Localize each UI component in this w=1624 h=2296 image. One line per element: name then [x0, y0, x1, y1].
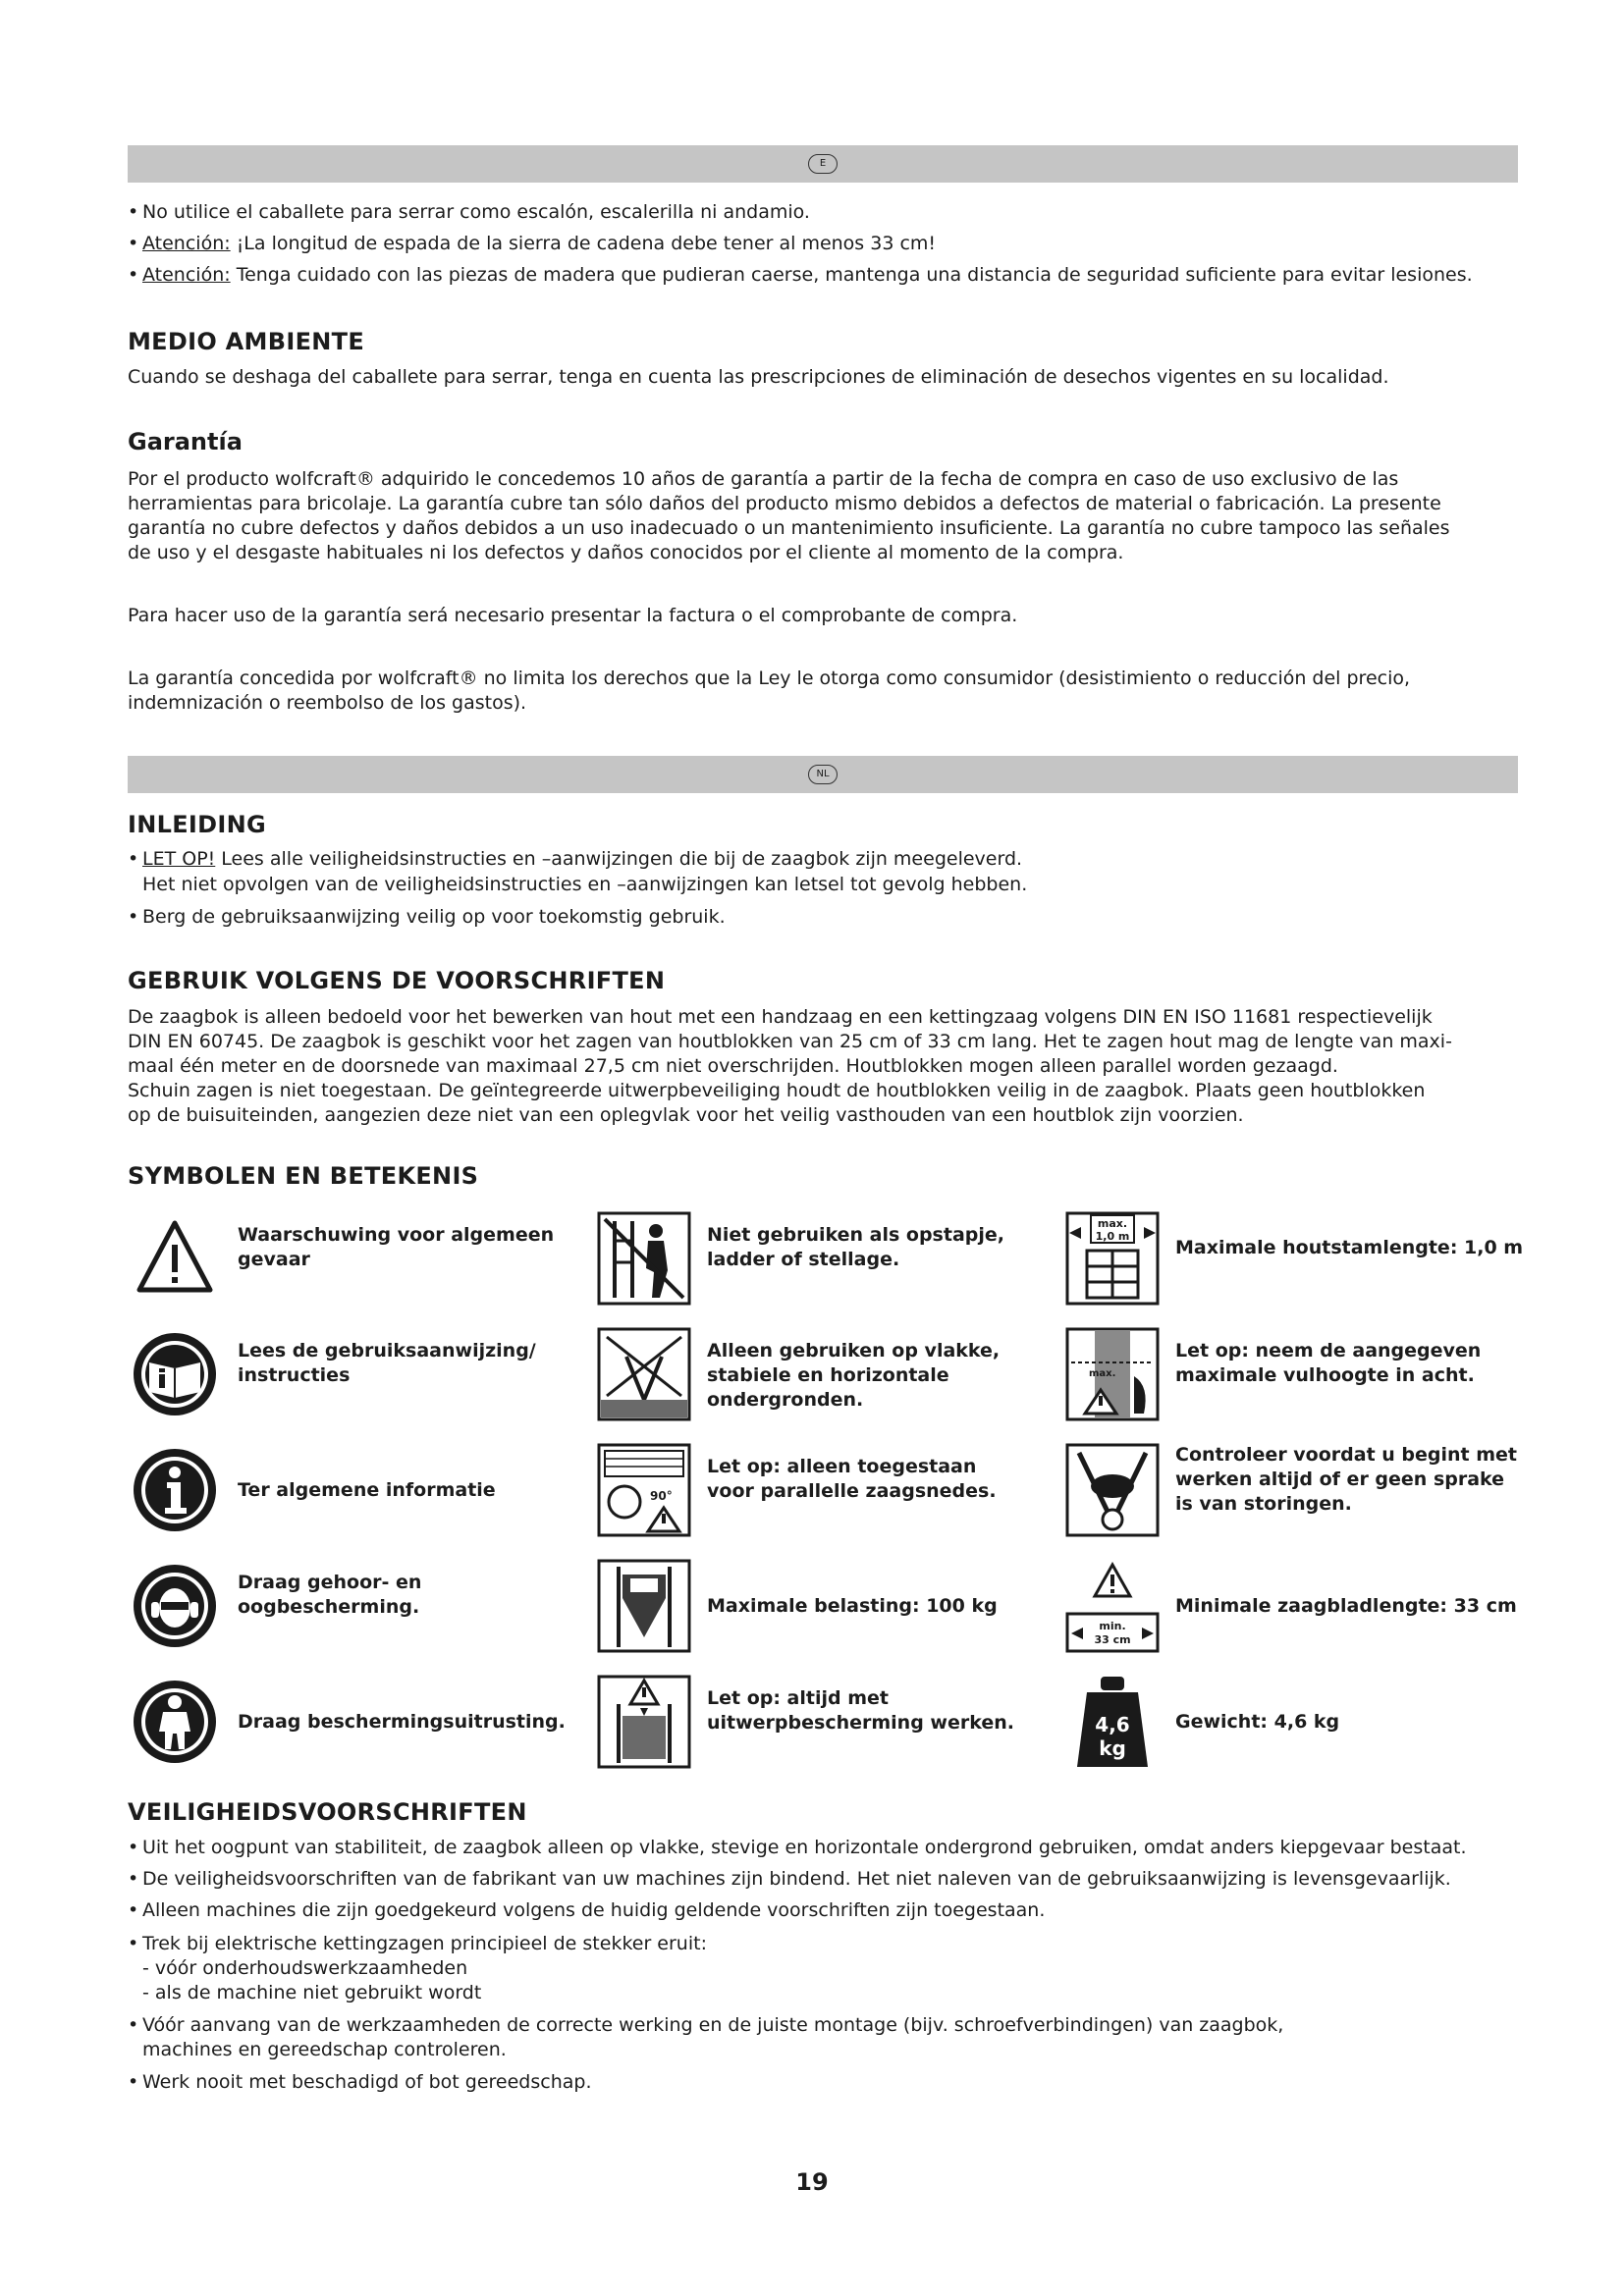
icon-text-weight-unit: kg: [1099, 1736, 1126, 1760]
garantia-line-2: herramientas para bricolaje. La garantía cubre tan sólo daños del producto mismo debidos a defectos de material o fabricación. La presente: [128, 493, 1441, 514]
heading-inleiding: INLEIDING: [128, 811, 266, 838]
es-bullet-3: • Atención: Tenga cuidado con las piezas de madera que pudieran caerse, mantenga una distancia de seguridad suficiente para evitar lesiones.: [128, 264, 1473, 286]
max-fill-height-icon: [1065, 1327, 1160, 1421]
symbol-label-min-blade-length: Minimale zaagbladlengte: 33 cm: [1175, 1595, 1517, 1617]
veilig-bullet-2: • De veiligheidsvoorschriften van de fabrikant van uw machines zijn bindend. Het niet naleven van de gebruiksaanwijzing is levensgevaarlijk.: [128, 1868, 1451, 1890]
garantia-line-1: Por el producto wolfcraft® adquirido le concedemos 10 años de garantía a partir de la fecha de compra en caso de uso exclusivo de las: [128, 468, 1399, 490]
protective-clothing-icon: [128, 1675, 222, 1769]
flat-surface-icon: [597, 1327, 691, 1421]
symbol-label-read-manual: Lees de gebruiksaanwijzing/ instructies: [238, 1340, 536, 1386]
icon-text-90: 90°: [650, 1489, 673, 1503]
check-faults-icon: [1065, 1443, 1160, 1537]
icon-text-min: min.: [1099, 1620, 1126, 1632]
symbol-label-general-warning: Waarschuwing voor algemeen gevaar: [238, 1224, 555, 1270]
garantia-line-4: de uso y el desgaste habituales ni los defectos y daños conocidos por el cliente al momento de la compra.: [128, 542, 1124, 563]
veilig-bullet-4-sub-1: - vóór onderhoudswerkzaamheden: [142, 1957, 468, 1979]
medio-text: Cuando se deshaga del caballete para serrar, tenga en cuenta las prescripciones de eliminación de desechos vigentes en su localidad.: [128, 366, 1389, 388]
min-blade-length-icon: [1065, 1559, 1160, 1653]
read-manual-icon: [128, 1327, 222, 1421]
icon-text-1m: 1,0 m: [1095, 1230, 1130, 1243]
symbol-label-weight: Gewicht: 4,6 kg: [1175, 1711, 1340, 1733]
garantia-p3-line-2: indemnización o reembolso de los gastos).: [128, 692, 527, 714]
ear-eye-protection-icon: [128, 1559, 222, 1653]
gebruik-line-3: maal één meter en de doorsnede van maximaal 27,5 cm niet overschrijden. Houtblokken mogen alleen parallel worden gezaagd.: [128, 1055, 1338, 1077]
es-bullet-1: • No utilice el caballete para serrar como escalón, escalerilla ni andamio.: [128, 201, 810, 223]
garantia-line-3: garantía no cubre defectos y daños debidos a un uso inadecuado o un mantenimiento insuficiente. La garantía no cubre tampoco las señales: [128, 517, 1450, 539]
weight-icon: [1065, 1675, 1160, 1769]
section-band-nl: [128, 756, 1518, 793]
info-icon: [128, 1443, 222, 1537]
icon-text-33cm: 33 cm: [1094, 1633, 1131, 1646]
heading-symbolen: SYMBOLEN EN BETEKENIS: [128, 1162, 479, 1190]
veilig-bullet-3: • Alleen machines die zijn goedgekeurd volgens de huidig geldende voorschriften zijn toegestaan.: [128, 1899, 1046, 1921]
parallel-cut-icon: [597, 1443, 691, 1537]
veilig-bullet-5: • Vóór aanvang van de werkzaamheden de correcte werking en de juiste montage (bijv. schroefverbindingen) van zaagbok,: [128, 2014, 1284, 2036]
icon-text-weight-num: 4,6: [1095, 1713, 1130, 1736]
max-log-length-icon: [1065, 1211, 1160, 1306]
symbol-label-protective-clothing: Draag beschermingsuitrusting.: [238, 1711, 566, 1733]
icon-text-max: max.: [1097, 1217, 1128, 1230]
language-badge-nl: NL: [808, 765, 838, 784]
gebruik-line-1: De zaagbok is alleen bedoeld voor het bewerken van hout met een handzaag en een kettingzaag volgens DIN EN ISO 11681 respectievelijk: [128, 1006, 1433, 1028]
gebruik-line-4: Schuin zagen is niet toegestaan. De geïntegreerde uitwerpbeveiliging houdt de houtblokken veilig in de zaagbok. Plaats geen houtblokken: [128, 1080, 1426, 1101]
symbol-label-ear-eye-protection: Draag gehoor- en oogbescherming.: [238, 1572, 422, 1618]
gebruik-line-5: op de buisuiteinden, aangezien deze niet van een oplegvlak voor het veilig vasthouden van een houtblok zijn voorzien.: [128, 1104, 1244, 1126]
warning-triangle-icon: [128, 1211, 222, 1306]
symbol-label-parallel-cut: Let op: alleen toegestaan voor parallelle zaagsnedes.: [707, 1456, 997, 1502]
inleiding-bullet-1-line-2: Het niet opvolgen van de veiligheidsinstructies en –aanwijzingen kan letsel tot gevolg hebben.: [142, 874, 1028, 895]
page-number: 19: [795, 2168, 829, 2196]
symbol-label-info: Ter algemene informatie: [238, 1479, 496, 1501]
heading-garantia: Garantía: [128, 428, 243, 455]
symbol-label-ejection-guard: Let op: altijd met uitwerpbescherming werken.: [707, 1687, 1014, 1734]
language-badge-es: E: [808, 154, 838, 174]
attention-label: Atención:: [142, 233, 231, 254]
heading-medio-ambiente: MEDIO AMBIENTE: [128, 328, 365, 355]
garantia-p2: Para hacer uso de la garantía será necesario presentar la factura o el comprobante de compra.: [128, 605, 1018, 626]
icon-text-max-small: max.: [1089, 1368, 1116, 1379]
max-load-icon: [597, 1559, 691, 1653]
ejection-guard-icon: [597, 1675, 691, 1769]
symbol-label-flat-surface: Alleen gebruiken op vlakke, stabiele en horizontale ondergronden.: [707, 1340, 1001, 1411]
no-ladder-icon: [597, 1211, 691, 1306]
symbol-label-max-load: Maximale belasting: 100 kg: [707, 1595, 998, 1617]
veilig-bullet-6: • Werk nooit met beschadigd of bot gereedschap.: [128, 2071, 592, 2093]
section-band-es: [128, 145, 1518, 183]
inleiding-bullet-1: • LET OP! Lees alle veiligheidsinstructies en –aanwijzingen die bij de zaagbok zijn meegeleverd.: [128, 848, 1023, 870]
symbol-label-max-fill-height: Let op: neem de aangegeven maximale vulhoogte in acht.: [1175, 1340, 1482, 1386]
symbol-label-check-faults: Controleer voordat u begint met werken altijd of er geen sprake is van storingen.: [1175, 1444, 1518, 1515]
veilig-bullet-4-sub-2: - als de machine niet gebruikt wordt: [142, 1982, 482, 2003]
veilig-bullet-4: • Trek bij elektrische kettingzagen principieel de stekker eruit:: [128, 1933, 707, 1954]
heading-veiligheid: VEILIGHEIDSVOORSCHRIFTEN: [128, 1798, 527, 1826]
veilig-bullet-1: • Uit het oogpunt van stabiliteit, de zaagbok alleen op vlakke, stevige en horizontale ondergrond gebruiken, omdat anders kiepgevaar bestaat.: [128, 1837, 1467, 1858]
garantia-p3-line-1: La garantía concedida por wolfcraft® no limita los derechos que la Ley le otorga como consumidor (desistimiento o reducción del precio,: [128, 667, 1411, 689]
es-bullet-2: • Atención: ¡La longitud de espada de la sierra de cadena debe tener al menos 33 cm!: [128, 233, 937, 254]
heading-gebruik: GEBRUIK VOLGENS DE VOORSCHRIFTEN: [128, 967, 666, 994]
veilig-bullet-5-line-2: machines en gereedschap controleren.: [142, 2039, 507, 2060]
attention-label: Atención:: [142, 264, 231, 286]
inleiding-bullet-2: • Berg de gebruiksaanwijzing veilig op voor toekomstig gebruik.: [128, 906, 726, 928]
symbol-label-max-log-length: Maximale houtstamlengte: 1,0 m: [1175, 1237, 1524, 1258]
symbol-label-no-ladder: Niet gebruiken als opstapje, ladder of stellage.: [707, 1224, 1004, 1270]
gebruik-line-2: DIN EN 60745. De zaagbok is geschikt voor het zagen van houtblokken van 25 cm of 33 cm lang. Het te zagen hout mag de lengte van maxi-: [128, 1031, 1452, 1052]
